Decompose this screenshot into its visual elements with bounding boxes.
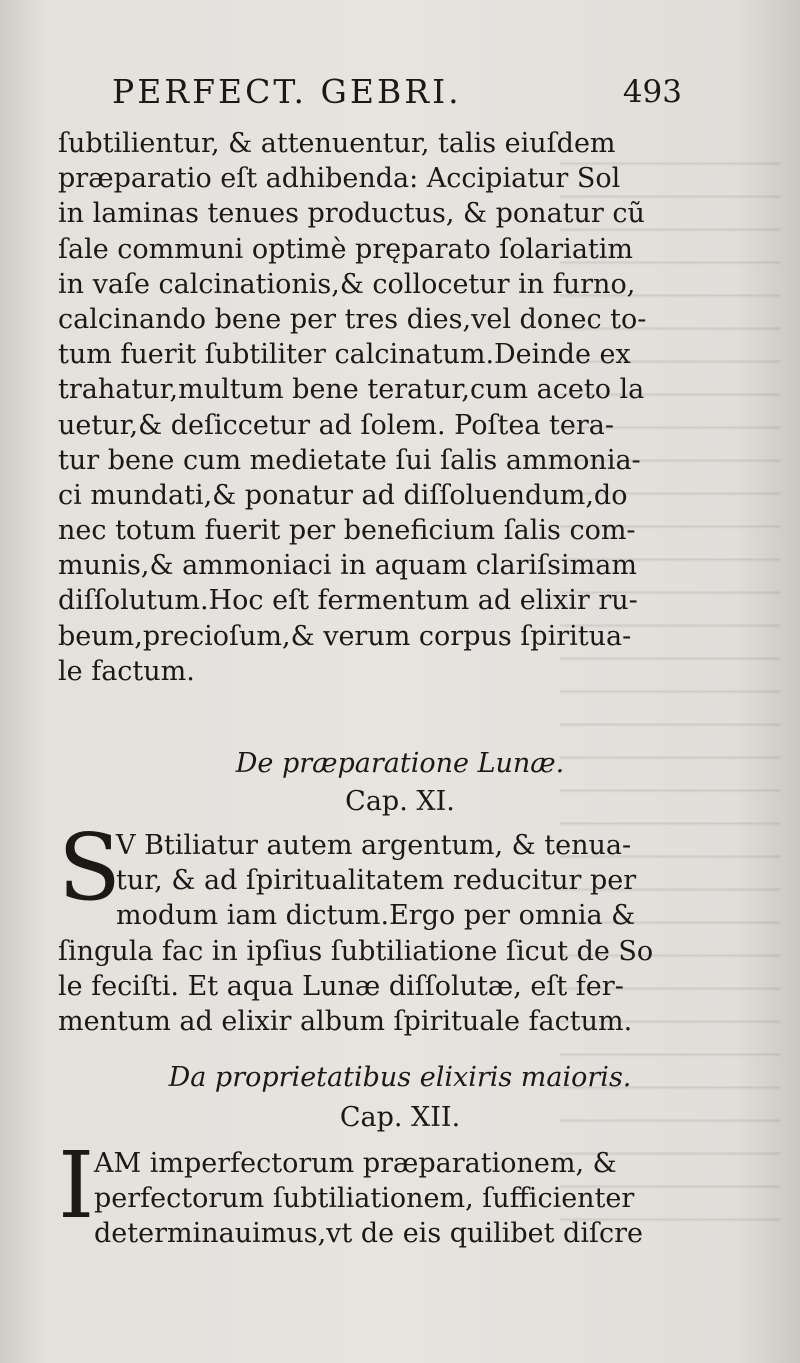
text-line: ſubtilientur, & attenuentur, talis eiuſdem <box>58 128 616 159</box>
text-line: ci mundati,& ponatur ad diſſoluendum,do <box>58 479 628 511</box>
text-line: in vaſe calcinationis,& collocetur in furno, <box>58 268 636 300</box>
chapter-number-12: Cap. XII. <box>339 1102 461 1133</box>
page-number: 493 <box>622 74 682 110</box>
text-line: AM imperfectorum præparationem, & <box>94 1148 617 1179</box>
text-line: mentum ad elixir album ſpirituale factum. <box>58 1005 633 1037</box>
text-line: le factum. <box>58 655 195 687</box>
text-line: diſſolutum.Hoc eſt fermentum ad elixir ru- <box>58 585 638 617</box>
text-line: præparatio eſt adhibenda: Accipiatur Sol <box>58 163 621 195</box>
text-line: nec totum fuerit per beneficium ſalis com- <box>58 515 636 547</box>
text-line: modum iam dictum.Ergo per omnia & <box>116 900 636 932</box>
text-line: trahatur,multum bene teratur,cum aceto la <box>58 374 645 406</box>
drop-cap-i: I <box>58 1132 95 1239</box>
text-line: uetur,& deſiccetur ad ſolem. Poſtea tera- <box>58 409 614 441</box>
text-line: ſale communi optimè pręparato ſolariatim <box>58 233 634 265</box>
text-line: tum fuerit ſubtiliter calcinatum.Deinde ex <box>58 339 631 371</box>
top-paragraph <box>58 126 676 689</box>
section-12-paragraph <box>58 1132 676 1252</box>
text-line: calcinando bene per tres dies,vel donec to- <box>58 303 647 335</box>
text-line: V Btiliatur autem argentum, & tenua- <box>116 830 632 861</box>
section-heading-elixir: Da proprietatibus elixiris maioris. <box>168 1062 632 1093</box>
text-line: ſingula fac in ipſius ſubtiliatione ſicut de So <box>58 935 654 967</box>
text-line: le feciſti. Et aqua Lunæ diſſolutæ, eſt fer- <box>58 970 624 1002</box>
text-line: munis,& ammoniaci in aquam clariſsimam <box>58 550 637 582</box>
text-line: tur bene cum medietate ſui ſalis ammonia- <box>58 444 641 476</box>
text-line: perfectorum ſubtiliationem, ſufficienter <box>94 1183 635 1215</box>
running-title: PERFECT. GEBRI. <box>112 72 462 111</box>
chapter-number-11: Cap. XI. <box>345 786 455 817</box>
section-11-paragraph <box>58 814 676 1039</box>
drop-cap-s: S <box>58 814 122 921</box>
page-header <box>112 72 682 122</box>
section-heading-luna: De præparatione Lunæ. <box>235 748 565 779</box>
text-line: tur, & ad ſpiritualitatem reducitur per <box>116 865 637 897</box>
text-line: in laminas tenues productus, & ponatur cũ <box>58 198 645 230</box>
text-line: determinauimus,vt de eis quilibet diſcre <box>94 1218 643 1250</box>
text-line: beum,precioſum,& verum corpus ſpiritua- <box>58 620 632 652</box>
